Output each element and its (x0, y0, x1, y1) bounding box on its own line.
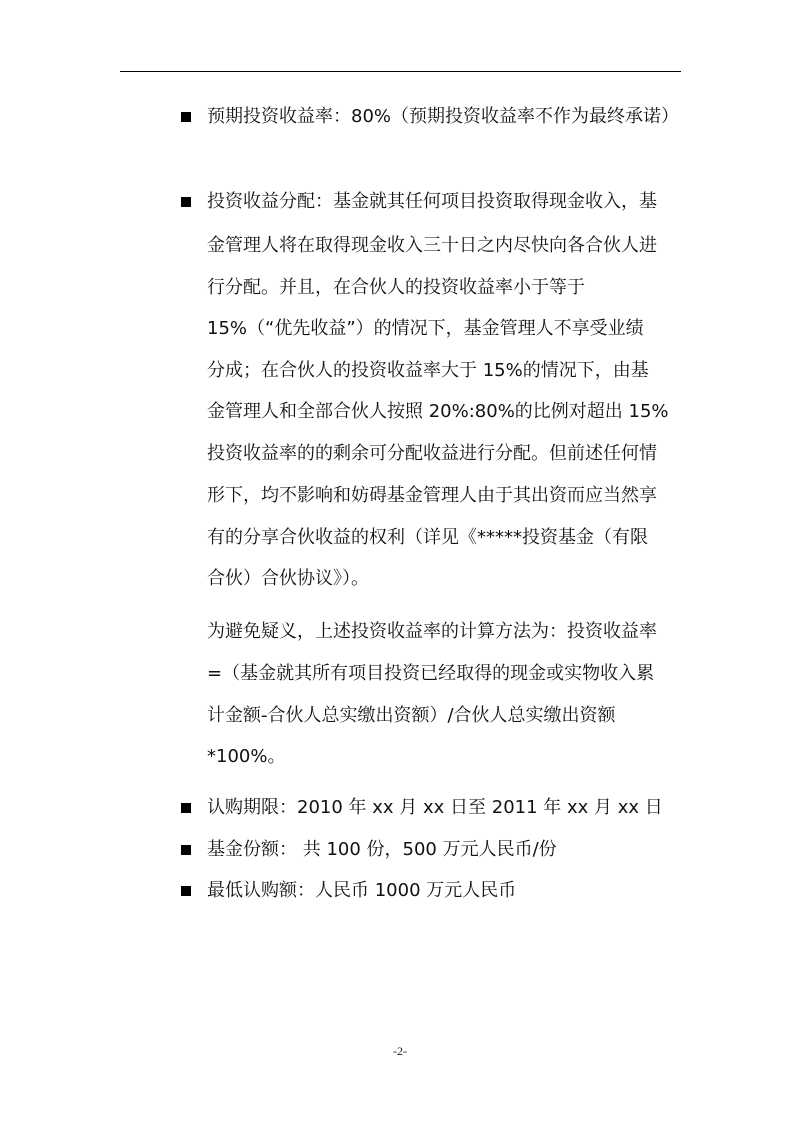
paragraph-line: 行分配。并且，在合伙人的投资收益率小于等于 (207, 277, 585, 298)
minimum-subscription-text: 最低认购额：人民币 1000 万元人民币 (207, 880, 517, 901)
bullet-icon (181, 845, 191, 855)
paragraph-line: *100%。 (207, 746, 286, 767)
paragraph-line: 合伙）合伙协议》）。 (207, 568, 369, 589)
bullet-icon (181, 803, 191, 813)
page-number: -2- (393, 1044, 407, 1058)
paragraph-line: 金管理人和全部合伙人按照 20%:80%的比例对超出 15% (207, 401, 669, 422)
bullet-icon (181, 112, 191, 122)
fund-shares-text: 基金份额： 共 100 份，500 万元人民币/份 (207, 839, 557, 860)
header-rule (120, 71, 681, 72)
paragraph-line: 形下，均不影响和妨碍基金管理人由于其出资而应当然享 (207, 485, 657, 506)
paragraph-line: =（基金就其所有项目投资已经取得的现金或实物收入累 (207, 663, 655, 684)
paragraph-line: 为避免疑义，上述投资收益率的计算方法为：投资收益率 (207, 621, 657, 642)
paragraph-line: 计金额-合伙人总实缴出资额）/合伙人总实缴出资额 (207, 705, 616, 726)
paragraph-line: 投资收益分配：基金就其任何项目投资取得现金收入，基 (207, 191, 657, 212)
subscription-period-text: 认购期限：2010 年 xx 月 xx 日至 2011 年 xx 月 xx 日 (207, 797, 663, 818)
bullet-icon (181, 886, 191, 896)
paragraph-line: 投资收益率的的剩余可分配收益进行分配。但前述任何情 (207, 443, 657, 464)
paragraph-line: 分成；在合伙人的投资收益率大于 15%的情况下，由基 (207, 360, 649, 381)
paragraph-line: 金管理人将在取得现金收入三十日之内尽快向各合伙人进 (207, 235, 657, 256)
paragraph-line: 有的分享合伙收益的权利（详见《*****投资基金（有限 (207, 527, 648, 548)
expected-return-text: 预期投资收益率：80%（预期投资收益率不作为最终承诺） (207, 106, 680, 127)
bullet-icon (181, 197, 191, 207)
paragraph-line: 15%（“优先收益”）的情况下，基金管理人不享受业绩 (207, 318, 644, 339)
